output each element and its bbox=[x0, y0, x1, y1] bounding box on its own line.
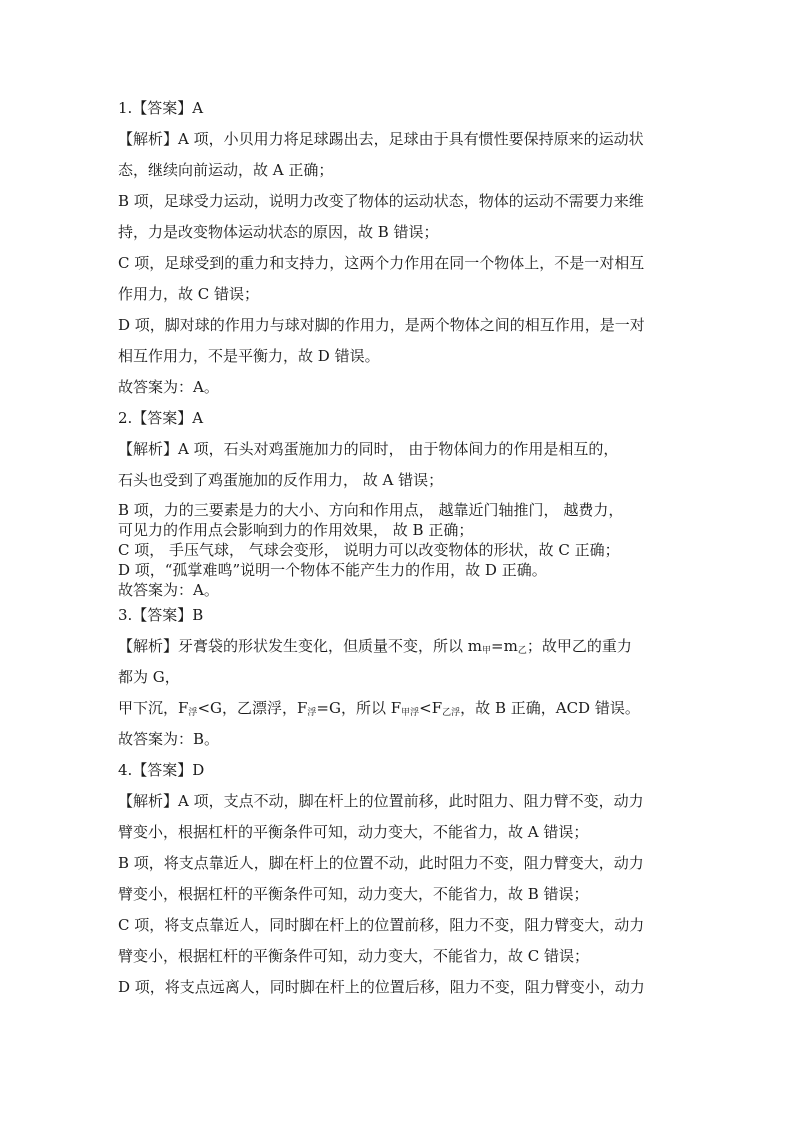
q2-analysis-line: 【解析】A 项，石头对鸡蛋施加力的同时， 由于物体间力的作用是相互的， bbox=[118, 440, 619, 458]
q3-text: 【解析】牙膏袋的形状发生变化，但质量不变，所以 m bbox=[118, 637, 482, 655]
q4-analysis-line: 臂变小，根据杠杆的平衡条件可知，动力变大，不能省力，故 B 错误； bbox=[118, 885, 589, 903]
q1-analysis-line: 相互作用力，不是平衡力，故 D 错误。 bbox=[118, 347, 380, 365]
q3-text: ；故甲乙的重力 bbox=[526, 637, 632, 655]
q3-analysis-line bbox=[118, 693, 690, 724]
q1-conclusion: 故答案为：A。 bbox=[118, 378, 219, 396]
q3-answer-header: 3.【答案】B bbox=[118, 606, 204, 624]
q1-analysis-line: 作用力，故 C 错误； bbox=[118, 285, 260, 303]
q3-text: ，故 B 正确，ACD 错误。 bbox=[460, 699, 640, 717]
q2-analysis-line: B 项，力的三要素是力的大小、方向和作用点， 越靠近门轴推门， 越费力， bbox=[118, 501, 624, 519]
q2-analysis-line: 石头也受到了鸡蛋施加的反作用力， 故 A 错误； bbox=[118, 471, 444, 489]
q1-answer-header: 1.【答案】A bbox=[118, 99, 204, 117]
q2-answer-header: 2.【答案】A bbox=[118, 409, 204, 427]
q4-analysis-line: 臂变小，根据杠杆的平衡条件可知，动力变大，不能省力，故 A 错误； bbox=[118, 823, 589, 841]
q3-analysis-line: 都为 G， bbox=[118, 668, 180, 686]
q1-analysis-line: B 项，足球受力运动，说明力改变了物体的运动状态，物体的运动不需要力来维 bbox=[118, 192, 644, 210]
q3-text: =G，所以 F bbox=[316, 699, 402, 717]
q3-text: =m bbox=[491, 637, 518, 655]
q3-analysis-line bbox=[118, 631, 690, 662]
q4-analysis-line: 【解析】A 项，支点不动，脚在杆上的位置前移，此时阻力、阻力臂不变，动力 bbox=[118, 792, 644, 810]
q1-analysis-line: 【解析】A 项，小贝用力将足球踢出去，足球由于具有惯性要保持原来的运动状 bbox=[118, 130, 644, 148]
q4-analysis-line: C 项，将支点靠近人，同时脚在杆上的位置前移，阻力不变，阻力臂变大，动力 bbox=[118, 916, 645, 934]
q3-subscript: 浮 bbox=[307, 708, 317, 718]
q1-analysis-line: 持，力是改变物体运动状态的原因，故 B 错误； bbox=[118, 223, 439, 241]
q4-analysis-line: 臂变小，根据杠杆的平衡条件可知，动力变大，不能省力，故 C 错误； bbox=[118, 947, 590, 965]
q1-analysis-line: 态，继续向前运动，故 A 正确； bbox=[118, 161, 334, 179]
q2-conclusion: 故答案为：A。 bbox=[118, 581, 219, 599]
q4-analysis-line: D 项，将支点远离人，同时脚在杆上的位置后移，阻力不变，阻力臂变小，动力 bbox=[118, 978, 645, 996]
q2-analysis-line: 可见力的作用点会影响到力的作用效果， 故 B 正确； bbox=[118, 521, 474, 539]
q3-conclusion: 故答案为：B。 bbox=[118, 730, 220, 748]
q1-analysis-line: C 项，足球受到的重力和支持力，这两个力作用在同一个物体上，不是一对相互 bbox=[118, 254, 645, 272]
q3-text: <F bbox=[419, 699, 443, 717]
q3-subscript: 甲浮 bbox=[401, 708, 420, 718]
q3-text: 甲下沉，F bbox=[118, 699, 189, 717]
q3-text: <G，乙漂浮，F bbox=[197, 699, 308, 717]
q3-subscript: 乙浮 bbox=[442, 708, 461, 718]
q3-subscript: 甲 bbox=[482, 646, 492, 656]
q4-analysis-line: B 项，将支点靠近人，脚在杆上的位置不动，此时阻力不变，阻力臂变大，动力 bbox=[118, 854, 644, 872]
answer-document bbox=[118, 93, 690, 1003]
q3-subscript: 浮 bbox=[188, 708, 198, 718]
q4-answer-header: 4.【答案】D bbox=[118, 761, 205, 779]
q3-subscript: 乙 bbox=[517, 646, 527, 656]
q2-analysis-line: D 项，“孤掌难鸣”说明一个物体不能产生力的作用，故 D 正确。 bbox=[118, 561, 547, 579]
q1-analysis-line: D 项，脚对球的作用力与球对脚的作用力，是两个物体之间的相互作用，是一对 bbox=[118, 316, 645, 334]
q2-analysis-line: C 项， 手压气球， 气球会变形， 说明力可以改变物体的形状，故 C 正确； bbox=[118, 541, 620, 559]
